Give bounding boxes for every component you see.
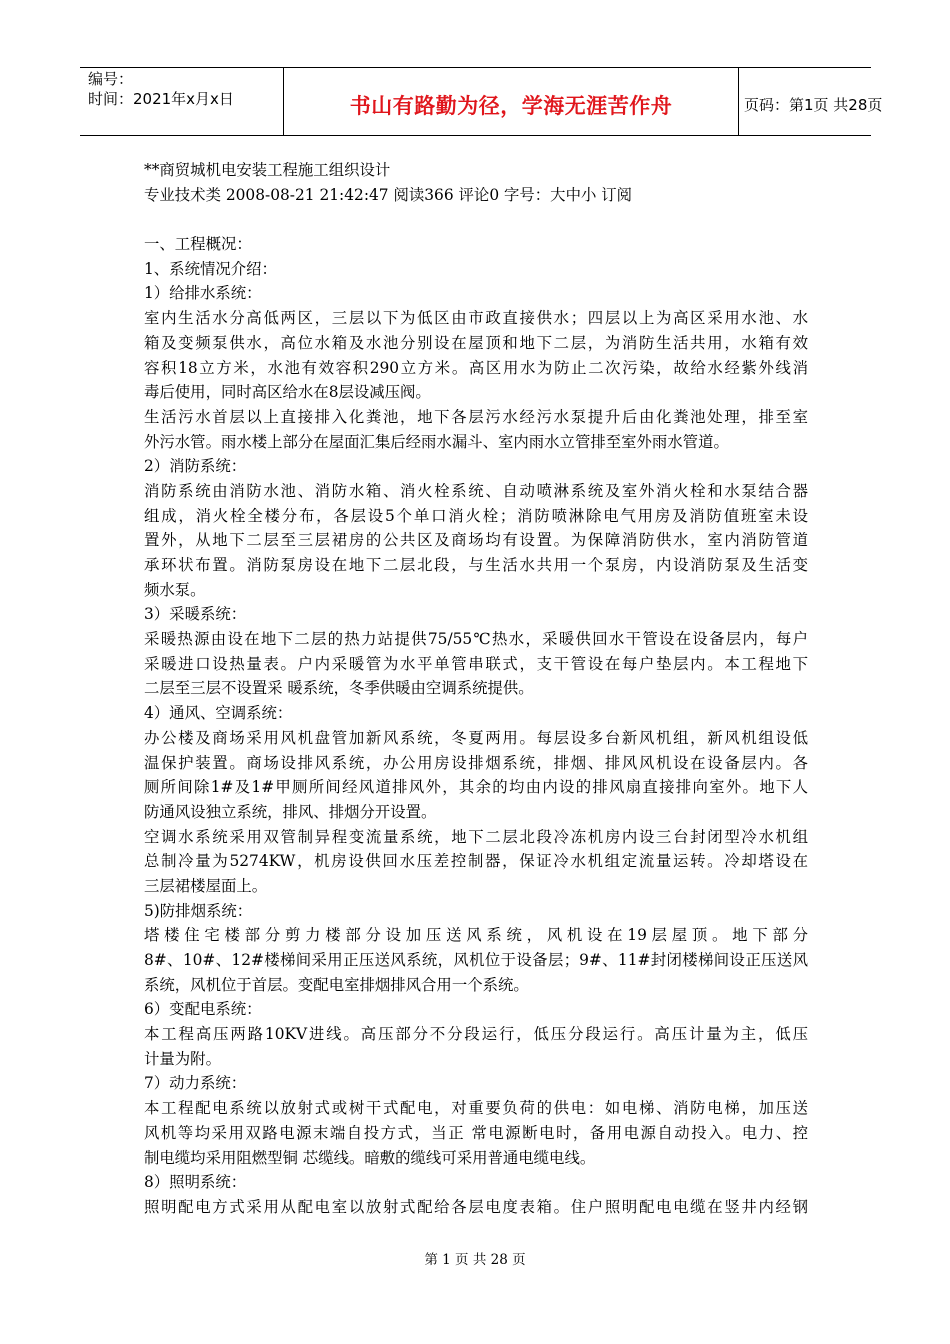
text-line: 空调水系统采用双管制异程变流量系统，地下二层北段冷冻机房内设三台封闭型冷水机组 [144,827,808,846]
header-motto-cell [283,68,739,135]
text-line: 承环状布置。消防泵房设在地下二层北段，与生活水共用一个泵房，内设消防泵及生活变 [144,556,808,574]
number-label: 编号： [88,70,134,88]
document-title: **商贸城机电安装工程施工组织设计 [144,161,391,179]
text-line: 6）变配电系统： [144,1000,262,1019]
text-line: 总制冷量为5274KW，机房设供回水压差控制器，保证冷水机组定流量运转。冷却塔设在 [144,852,808,871]
text-line: 计量为附。 [144,1049,221,1068]
page-info: 页码：第1页 共28页 [744,96,883,114]
text-line: 4）通风、空调系统： [144,704,293,723]
text-line: 采暖热源由设在地下二层的热力站提供75/55℃热水，采暖供回水干管设在设备层内，每户 [144,630,808,649]
spacer [144,207,808,232]
document-body [144,158,808,1220]
text-line: 塔楼住宅楼部分剪力楼部分设加压送风系统，风机设在19层屋顶。地下部分 [144,926,808,945]
page-footer: 第 1 页 共 28 页 [424,1252,526,1268]
text-line: 防通风设独立系统，排风、排烟分开设置。 [144,802,437,821]
text-line: 1、系统情况介绍： [144,259,277,278]
text-line: 三层裙楼屋面上。 [144,876,268,895]
text-line: 3）采暖系统： [144,605,247,624]
header-info-cell [80,68,283,135]
text-line: 毒后使用，同时高区给水在8层设减压阀。 [144,383,431,402]
paragraph-lines [144,232,808,1220]
document-meta: 专业技术类 2008-08-21 21:42:47 阅读366 评论0 字号：大中小 订阅 [144,185,633,204]
text-line: 生活污水首层以上直接排入化粪池，地下各层污水经污水泵提升后由化粪池处理，排至室 [144,407,808,426]
text-line: 系统，风机位于首层。变配电室排烟排风合用一个系统。 [144,975,529,994]
text-line: 本工程高压两路10KV进线。高压部分不分段运行，低压分段运行。高压计量为主，低压 [144,1025,808,1044]
text-line: 室内生活水分高低两区，三层以下为低区由市政直接供水；四层以上为高区采用水池、水 [144,309,808,328]
text-line: 5)防排烟系统： [144,901,253,920]
text-line: 容积18立方米，水池有效容积290立方米。高区用水为防止二次污染，故给水经紫外线消 [144,358,808,377]
text-line: 频水泵。 [144,580,206,599]
text-line: 厕所间除1#及1#甲厕所间经风道排风外，其余的均由内设的排风扇直接排向室外。地下人 [144,778,808,797]
text-line: 8#、10#、12#楼梯间采用正压送风系统，风机位于设备层；9#、11#封闭楼梯间设正压送风 [144,951,808,969]
text-line: 1）给排水系统： [144,284,262,303]
text-line: 2）消防系统： [144,457,247,476]
text-line: 温保护装置。商场设排风系统，办公用房设排烟系统，排烟、排风风机设在设备层内。各 [144,753,808,772]
text-line: 外污水管。雨水楼上部分在屋面汇集后经雨水漏斗、室内雨水立管排至室外雨水管道。 [144,432,729,451]
header-page-cell [739,68,883,135]
text-line: 二层至三层不设置采 暖系统，冬季供暖由空调系统提供。 [144,679,534,698]
text-line: 置外，从地下二层至三层裙房的公共区及商场均有设置。为保障消防供水，室内消防管道 [144,531,808,550]
text-line: 一、工程概况： [144,235,252,254]
text-line: 照明配电方式采用从配电室以放射式配给各层电度表箱。住户照明配电电缆在竖井内经钢 [144,1197,808,1216]
text-line: 组成，消火栓全楼分布，各层设5个单口消火栓；消防喷淋除电气用房及消防值班室未设 [144,506,808,525]
text-line: 本工程配电系统以放射式或树干式配电，对重要负荷的供电：如电梯、消防电梯，加压送 [144,1099,808,1118]
text-line: 风机等均采用双路电源末端自投方式，当正 常电源断电时，备用电源自动投入。电力、控 [144,1123,808,1142]
text-line: 制电缆均采用阻燃型铜 芯缆线。暗敷的缆线可采用普通电缆电线。 [144,1148,596,1167]
text-line: 采暖进口设热量表。户内采暖管为水平单管串联式，支干管设在每户垫层内。本工程地下 [144,654,808,673]
date-label: 时间：2021年x月x日 [88,90,234,108]
header-table [80,67,883,136]
text-line: 消防系统由消防水池、消防水箱、消火栓系统、自动喷淋系统及室外消火栓和水泵结合器 [144,481,808,500]
text-line: 办公楼及商场采用风机盘管加新风系统，冬夏两用。每层设多台新风机组，新风机组设低 [144,728,808,747]
text-line: 箱及变频泵供水，高位水箱及水池分别设在屋顶和地下二层，为消防生活共用，水箱有效 [144,333,808,352]
motto-text: 书山有路勤为径，学海无涯苦作舟 [349,94,673,118]
text-line: 8）照明系统： [144,1173,247,1192]
text-line: 7）动力系统： [144,1074,247,1093]
